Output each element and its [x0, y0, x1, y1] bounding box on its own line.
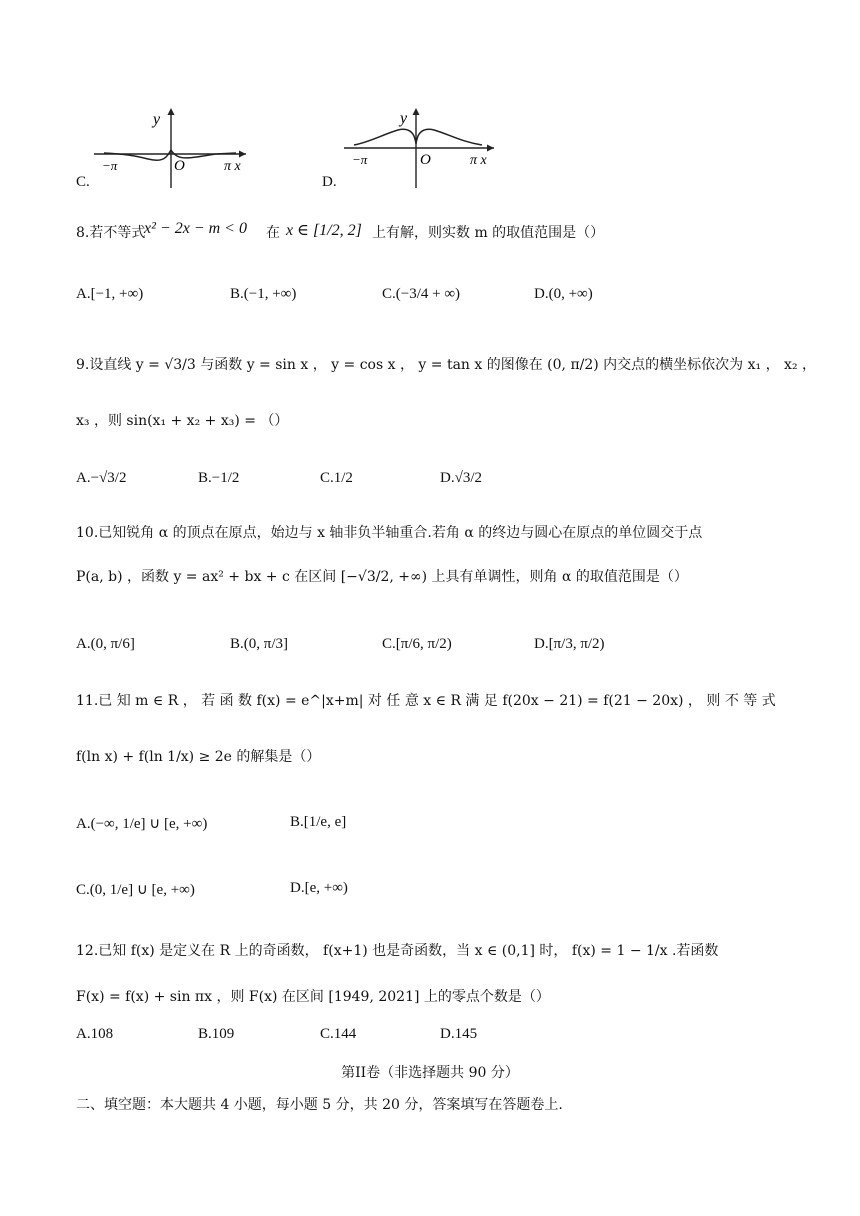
q12-option-a[interactable]: A.108	[76, 1026, 114, 1042]
q9-option-b[interactable]: B.−1/2	[198, 470, 240, 486]
q8-option-d[interactable]: D.(0, +∞)	[534, 286, 593, 302]
section-2-title: 第II卷（非选择题共 90 分）	[341, 1065, 519, 1081]
pi-x-label: π x	[470, 153, 487, 168]
q11-line-2: f(ln x) + f(ln 1/x) ≥ 2e 的解集是（）	[76, 749, 321, 765]
q11-line-1: 11.已 知 m ∈ R ， 若 函 数 f(x) = e^|x+m| 对 任 意 x ∈ R 满 足 f(20x − 21) = f(21 − 20x) ， 则 不 等 式	[76, 693, 776, 709]
graph-d	[322, 104, 502, 190]
q12-line-1: 12.已知 f(x) 是定义在 R 上的奇函数， f(x+1) 也是奇函数，当 x ∈ (0,1] 时， f(x) = 1 − 1/x .若函数	[76, 943, 719, 959]
q9-option-c[interactable]: C.1/2	[320, 470, 353, 486]
q8-inequality: x² − 2x − m < 0	[144, 220, 247, 237]
q12-line-2: F(x) = f(x) + sin πx ，则 F(x) 在区间 [1949, 2021] 上的零点个数是（）	[76, 989, 550, 1005]
q12-option-c[interactable]: C.144	[320, 1026, 357, 1042]
y-label: y	[400, 110, 408, 127]
q9-options	[76, 470, 796, 494]
q9-option-d[interactable]: D.√3/2	[440, 470, 482, 486]
q12-option-d[interactable]: D.145	[440, 1026, 478, 1042]
q8-stem-prefix: 8.若不等式	[76, 225, 146, 241]
q8-interval: x ∈ [1/2, 2]	[286, 222, 362, 239]
q11-option-b[interactable]: B.[1/e, e]	[290, 814, 347, 830]
question-8	[76, 210, 796, 250]
q10-line-2: P(a, b) ，函数 y = ax² + bx + c 在区间 [−√3/2, +∞) 上具有单调性，则角 α 的取值范围是（）	[76, 569, 688, 585]
y-label: y	[153, 111, 161, 128]
q7-option-d	[322, 104, 502, 194]
origin-label: O	[420, 152, 431, 168]
q10-option-a[interactable]: A.(0, π/6]	[76, 636, 135, 652]
neg-pi-label: −π	[102, 158, 118, 173]
option-d-label: D.	[322, 174, 337, 190]
q8-stem-suffix: 上有解，则实数 m 的取值范围是（）	[372, 225, 605, 241]
q11-option-d[interactable]: D.[e, +∞)	[290, 880, 348, 896]
section-2-instructions: 二、填空题：本大题共 4 小题，每小题 5 分，共 20 分，答案填写在答题卷上.	[76, 1097, 563, 1113]
q9-option-a[interactable]: A.−√3/2	[76, 470, 127, 486]
q9-line-2: x₃ ，则 sin(x₁ + x₂ + x₃) = （）	[76, 413, 289, 429]
q11-options-row-1	[76, 814, 796, 838]
q11-option-c[interactable]: C.(0, 1/e] ∪ [e, +∞)	[76, 882, 195, 898]
q8-options	[76, 286, 796, 310]
q10-option-c[interactable]: C.[π/6, π/2)	[382, 636, 452, 652]
graph-c	[76, 104, 256, 190]
q8-option-c[interactable]: C.(−3/4 + ∞)	[382, 286, 461, 302]
q12-options	[76, 1026, 796, 1050]
q7-option-c	[76, 104, 256, 194]
origin-label: O	[174, 158, 185, 174]
pi-x-label: π x	[224, 159, 241, 174]
option-c-label: C.	[76, 174, 90, 190]
neg-pi-label: −π	[352, 152, 368, 167]
q11-options-row-2	[76, 880, 796, 904]
q10-option-b[interactable]: B.(0, π/3]	[230, 636, 288, 652]
q12-option-b[interactable]: B.109	[198, 1026, 235, 1042]
q10-line-1: 10.已知锐角 α 的顶点在原点，始边与 x 轴非负半轴重合.若角 α 的终边与圆心在原点的单位圆交于点	[76, 525, 703, 541]
q8-option-b[interactable]: B.(−1, +∞)	[230, 286, 297, 302]
q8-stem-mid: 在	[266, 225, 280, 241]
q9-line-1: 9.设直线 y = √3/3 与函数 y = sin x ， y = cos x ， y = tan x 的图像在 (0, π/2) 内交点的横坐标依次为 x₁ ， x₂ ，	[76, 357, 817, 373]
q10-options	[76, 636, 796, 660]
q10-option-d[interactable]: D.[π/3, π/2)	[534, 636, 605, 652]
q11-option-a[interactable]: A.(−∞, 1/e] ∪ [e, +∞)	[76, 816, 208, 832]
q8-option-a[interactable]: A.[−1, +∞)	[76, 286, 144, 302]
